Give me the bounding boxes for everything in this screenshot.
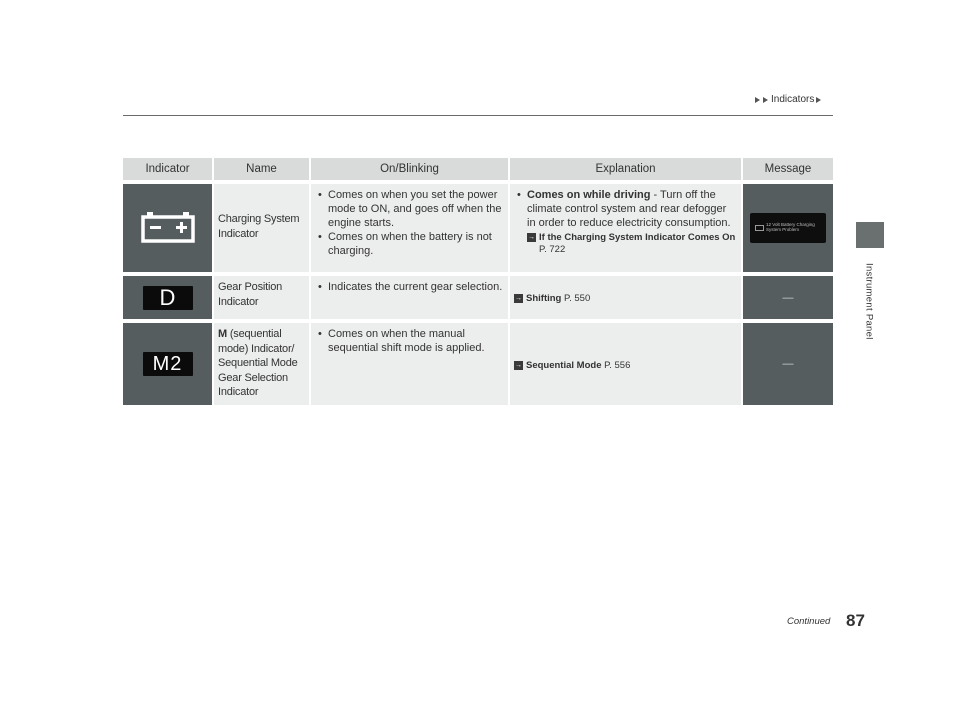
list-item: • Comes on when you set the power mode to ON, and goes off when the engine starts. (315, 188, 504, 230)
message-cell: — (743, 323, 833, 405)
explanation-text: - Turn off the climate control system and rear defogger in order to reduce electricity consumption. (527, 189, 731, 229)
breadcrumb (755, 94, 822, 105)
message-cell (743, 184, 833, 272)
indicator-name: Charging System Indicator (218, 213, 300, 240)
explanation-cell (510, 276, 743, 319)
table-row (123, 323, 833, 405)
list-item (514, 188, 737, 230)
column-header-name: Name (214, 158, 311, 180)
breadcrumb-arrow-icon (755, 97, 760, 103)
breadcrumb-text[interactable]: Indicators (771, 94, 815, 105)
column-header-on-blinking: On/Blinking (311, 158, 510, 180)
table-header-row (123, 158, 833, 180)
indicator-name: Gear Position Indicator (218, 281, 283, 308)
column-header-message: Message (743, 158, 833, 180)
reference-arrow-icon: → (528, 234, 535, 241)
indicator-cell (123, 323, 214, 405)
page-reference[interactable]: → Sequential Mode P. 556 (515, 359, 631, 371)
list-item: • Comes on when the battery is not charging. (315, 230, 504, 258)
reference-arrow-icon: → (515, 295, 522, 302)
message-screen (750, 213, 826, 243)
table-row (123, 184, 833, 272)
explanation-cell (510, 323, 743, 405)
breadcrumb-arrow-icon (816, 97, 821, 103)
section-tab (856, 222, 884, 248)
list-item: • Comes on when the manual sequential shift mode is applied. (315, 327, 504, 355)
name-cell (214, 276, 311, 319)
column-header-explanation: Explanation (510, 158, 743, 180)
battery-icon (141, 209, 195, 243)
indicator-cell (123, 184, 214, 272)
breadcrumb-arrow-icon (763, 97, 768, 103)
section-label: Instrument Panel (863, 262, 875, 340)
column-header-indicator: Indicator (123, 158, 214, 180)
name-cell (214, 184, 311, 272)
page-number: 87 (846, 611, 865, 630)
reference-arrow-icon: → (515, 361, 522, 369)
gear-d-icon: D (143, 286, 193, 310)
message-cell: — (743, 276, 833, 319)
explanation-bold: Comes on while driving (527, 189, 651, 201)
indicator-table (123, 158, 833, 405)
name-cell (214, 323, 311, 405)
message-text: 12 Volt Battery Charging System Problem (766, 222, 815, 232)
table-row (123, 276, 833, 319)
indicator-cell (123, 276, 214, 319)
gear-m2-icon: M2 (143, 352, 193, 376)
list-item: • Indicates the current gear selection. (315, 280, 504, 294)
on-blinking-cell (311, 276, 510, 319)
indicator-name: M (sequential mode) Indicator/ Sequential Mode Gear Selection Indicator (218, 328, 298, 398)
on-blinking-cell (311, 184, 510, 272)
on-blinking-cell (311, 323, 510, 405)
explanation-cell (510, 184, 743, 272)
battery-small-icon (755, 224, 764, 231)
header-rule (123, 115, 833, 116)
continued-label: Continued (787, 616, 831, 627)
page-reference[interactable]: → Shifting P. 550 (515, 293, 591, 304)
page-reference[interactable]: → If the Charging System Indicator Comes On P. 722 (528, 232, 736, 255)
